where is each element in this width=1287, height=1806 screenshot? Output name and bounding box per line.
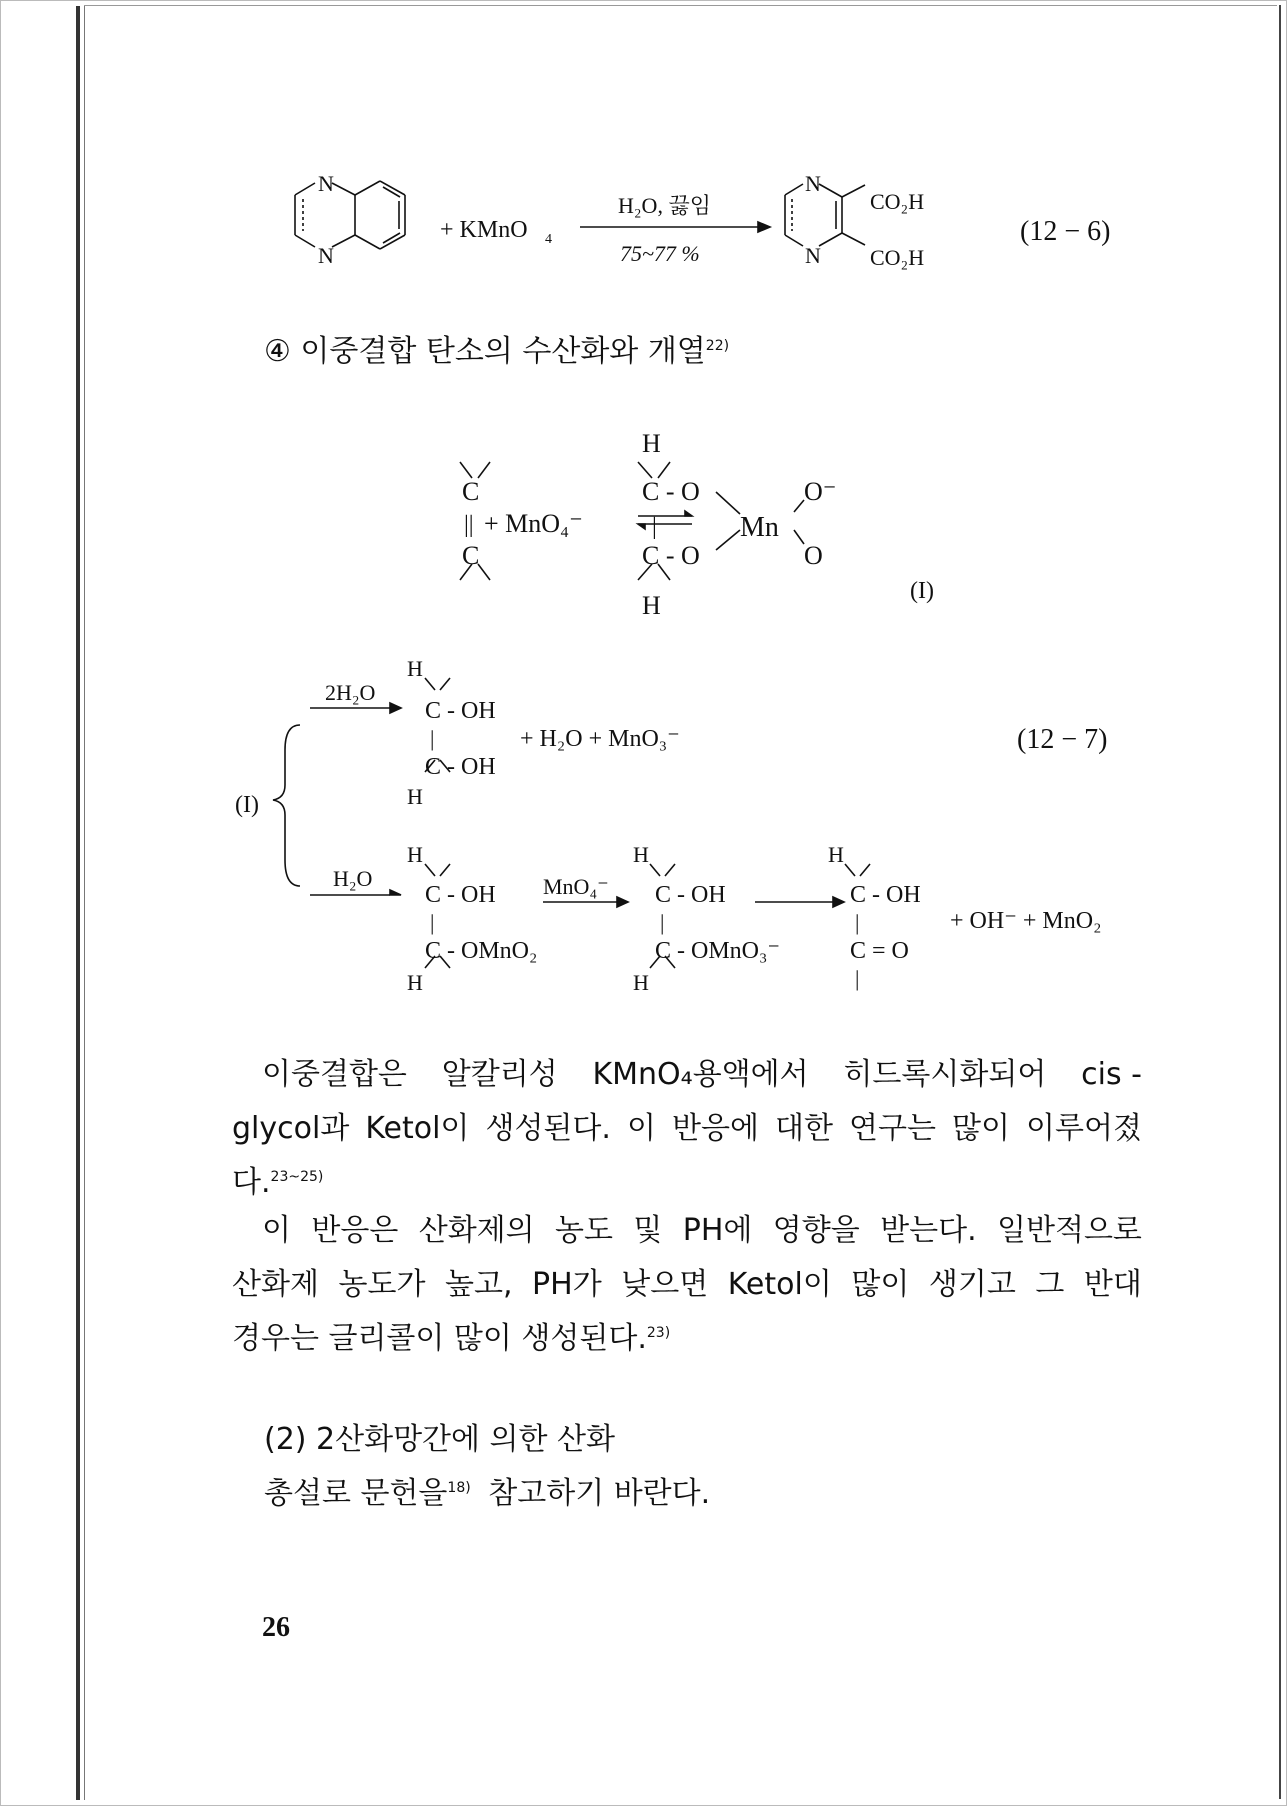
word: 히드록시화되어 bbox=[843, 1057, 1047, 1092]
diol-bond: | bbox=[430, 726, 435, 751]
atom-n-2: N bbox=[318, 243, 334, 268]
section-4-heading bbox=[264, 326, 729, 370]
ester2-h-bottom: H bbox=[633, 970, 649, 995]
word: 알칼리성 bbox=[441, 1057, 558, 1092]
double-bond: || bbox=[464, 512, 474, 538]
ester2-h-top: H bbox=[633, 842, 649, 867]
ketol-c-o: C = O bbox=[850, 938, 909, 964]
word: 반응에 bbox=[672, 1111, 759, 1146]
word: 많이 bbox=[952, 1111, 1010, 1146]
ketol-h-top: H bbox=[828, 842, 844, 867]
word: 많이 bbox=[851, 1267, 910, 1302]
word: 이중결합은 bbox=[262, 1057, 407, 1092]
reference-23-25: 23~25) bbox=[270, 1169, 324, 1185]
arrow-2h2o: 2H₂O bbox=[325, 680, 376, 705]
reactant-c-top: C bbox=[462, 477, 480, 506]
reactant-c-bottom: C bbox=[462, 541, 480, 570]
intermediate-i-label: (I) bbox=[235, 792, 259, 818]
h-top: H bbox=[642, 429, 661, 458]
condition-bottom: 75~77 % bbox=[620, 241, 700, 266]
word: KMnO₄용액에서 bbox=[592, 1057, 809, 1092]
word: PH가 bbox=[532, 1267, 602, 1302]
mn-atom: Mn bbox=[740, 512, 779, 543]
ester2-c-oh: C - OH bbox=[655, 882, 726, 908]
products-1: + H₂O + MnO₃⁻ bbox=[520, 726, 680, 752]
ester-bond: | bbox=[430, 910, 435, 935]
h-bottom: H bbox=[642, 591, 661, 620]
paragraph-2-line-3 bbox=[232, 1312, 1142, 1366]
word: 생기고 bbox=[928, 1267, 1016, 1302]
word: glycol과 bbox=[232, 1111, 350, 1146]
ester-h-bottom: H bbox=[407, 970, 423, 995]
equation-number-12-6: (12 − 6) bbox=[1020, 216, 1111, 247]
diol-c-oh-top: C - OH bbox=[425, 698, 496, 724]
diol-c-oh-bottom: C - OH bbox=[425, 754, 496, 780]
page-right-edge bbox=[1279, 5, 1281, 1799]
reference-18: 18) bbox=[447, 1480, 471, 1496]
atom-n-1: N bbox=[318, 171, 334, 196]
plus-mno4: + MnO₄⁻ bbox=[484, 509, 583, 538]
section-4-ref: 22) bbox=[705, 338, 730, 354]
reagent-kmno4: + KMnO bbox=[440, 217, 528, 243]
reference-23: 23) bbox=[646, 1325, 671, 1341]
ester2-bond: | bbox=[660, 910, 665, 935]
atom-n-4: N bbox=[805, 243, 821, 268]
c-o-top: C - O bbox=[642, 477, 700, 506]
paragraph-1-line-1 bbox=[232, 1048, 1142, 1102]
word: 산화제의 bbox=[418, 1213, 535, 1248]
word: 연구는 bbox=[849, 1111, 936, 1146]
products-2: + OH⁻ + MnO₂ bbox=[950, 908, 1102, 934]
mechanism-permanganate-ester bbox=[440, 420, 1000, 620]
ester-c-omno2: C - OMnO₂ bbox=[425, 938, 538, 964]
co2h-bottom: CO₂H bbox=[870, 245, 925, 270]
o-minus: O⁻ bbox=[804, 477, 837, 506]
c-o-bottom: C - O bbox=[642, 541, 700, 570]
paragraph-1-line-3 bbox=[232, 1156, 1142, 1210]
arrow-h2o: H₂O bbox=[333, 866, 373, 891]
word: 다. bbox=[232, 1165, 271, 1200]
paragraph-1-line-2 bbox=[232, 1102, 1142, 1156]
equation-number-12-7: (12 − 7) bbox=[1017, 724, 1108, 755]
word: Ketol이 bbox=[365, 1111, 470, 1146]
word: cis - bbox=[1081, 1057, 1142, 1092]
atom-n-3: N bbox=[805, 171, 821, 196]
co2h-top: CO₂H bbox=[870, 189, 925, 214]
ester-c-oh: C - OH bbox=[425, 882, 496, 908]
section-4-text: ④ 이중결합 탄소의 수산화와 개열 bbox=[264, 334, 706, 369]
paragraph-2 bbox=[232, 1204, 1142, 1366]
word: 반응은 bbox=[311, 1213, 399, 1248]
diol-h-top: H bbox=[407, 656, 423, 681]
word: 영향을 bbox=[772, 1213, 860, 1248]
ketol-c-oh: C - OH bbox=[850, 882, 921, 908]
ketol-bond: | bbox=[855, 910, 860, 935]
word: 높고, bbox=[445, 1267, 513, 1302]
reagent-subscript: 4 bbox=[545, 232, 552, 247]
page-top-edge bbox=[84, 5, 1277, 6]
paragraph-2-line-1 bbox=[232, 1204, 1142, 1258]
word: 및 bbox=[633, 1213, 663, 1248]
word: 낮으면 bbox=[621, 1267, 709, 1302]
equation-12-6 bbox=[270, 165, 1150, 285]
word: 이 bbox=[262, 1213, 291, 1248]
mechanism-12-7 bbox=[225, 650, 1155, 1010]
word: 농도가 bbox=[338, 1267, 426, 1302]
arrow-mno4: MnO₄⁻ bbox=[543, 874, 609, 899]
word: PH에 bbox=[682, 1213, 753, 1248]
section-2-title: (2) 2산화망간에 의한 산화 bbox=[264, 1422, 616, 1457]
word: Ketol이 bbox=[727, 1267, 832, 1302]
intermediate-label: (I) bbox=[910, 578, 934, 604]
ester-h-top: H bbox=[407, 842, 423, 867]
ester2-c-omno3: C - OMnO₃⁻ bbox=[655, 938, 781, 964]
o-atom: O bbox=[804, 541, 823, 570]
word: 산화제 bbox=[232, 1267, 319, 1302]
book-spine bbox=[76, 6, 80, 1800]
bond-vertical: | bbox=[652, 514, 657, 540]
word: 농도 bbox=[555, 1213, 613, 1248]
ketol-bond-bottom: | bbox=[855, 966, 860, 991]
book-spine-line bbox=[84, 6, 85, 1800]
word: 받는다. bbox=[880, 1213, 977, 1248]
paragraph-2-line-2 bbox=[232, 1258, 1142, 1312]
word: 이 bbox=[626, 1111, 656, 1146]
word: 이루어졌 bbox=[1026, 1111, 1142, 1146]
diol-h-bottom: H bbox=[407, 784, 423, 809]
section-2-text-before: 총설로 문헌을 bbox=[264, 1476, 448, 1511]
paragraph-1 bbox=[232, 1048, 1142, 1210]
section-2-text-after: 참고하기 바란다. bbox=[488, 1476, 711, 1511]
word: 일반적으로 bbox=[997, 1213, 1142, 1248]
section-2-text bbox=[264, 1468, 710, 1512]
word: 반대 bbox=[1083, 1267, 1142, 1302]
word: 생성된다. bbox=[485, 1111, 611, 1146]
condition-top: H₂O, 끓임 bbox=[618, 193, 711, 218]
word: 대한 bbox=[775, 1111, 833, 1146]
text: 경우는 글리콜이 많이 생성된다. bbox=[232, 1321, 647, 1356]
page-number: 26 bbox=[262, 1612, 290, 1643]
word: 그 bbox=[1035, 1267, 1065, 1302]
